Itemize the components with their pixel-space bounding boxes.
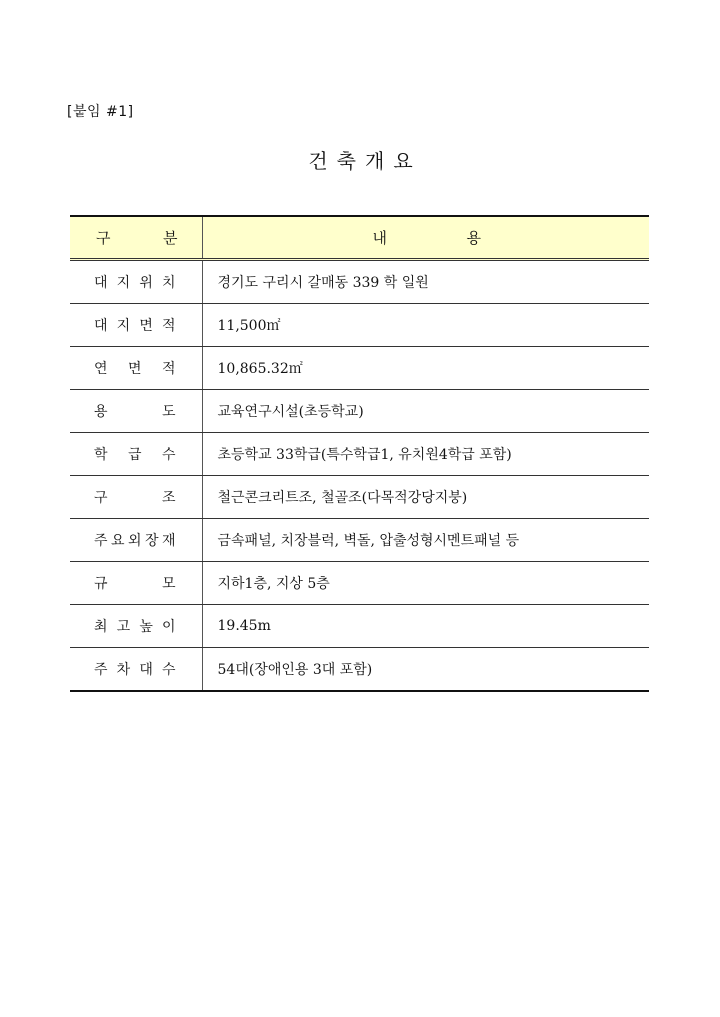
table-body	[70, 260, 649, 692]
row-value: 54대(장애인용 3대 포함)	[202, 648, 649, 692]
header-content-text: 내 용	[372, 229, 481, 247]
row-label: 주 요 외 장 재	[94, 533, 176, 549]
row-value: 교육연구시설(초등학교)	[202, 390, 649, 433]
row-value: 금속패널, 치장블럭, 벽돌, 압출성형시멘트패널 등	[202, 519, 649, 562]
row-label: 대 지 면 적	[94, 318, 176, 334]
row-label-cell	[70, 476, 202, 519]
row-label-cell	[70, 390, 202, 433]
header-category	[70, 216, 202, 260]
row-label-cell	[70, 605, 202, 648]
header-category-text: 구 분	[96, 229, 178, 247]
table-header-row	[70, 216, 649, 260]
row-value: 11,500㎡	[202, 304, 649, 347]
row-label-cell	[70, 433, 202, 476]
row-label: 규 모	[94, 576, 176, 592]
row-label: 용 도	[94, 404, 176, 420]
attachment-label: [붙임 #1]	[67, 104, 134, 120]
row-value: 19.45m	[202, 605, 649, 648]
table-row	[70, 519, 649, 562]
row-label-cell	[70, 260, 202, 304]
table-row	[70, 433, 649, 476]
table-row	[70, 476, 649, 519]
row-value: 경기도 구리시 갈매동 339 학 일원	[202, 260, 649, 304]
table-row	[70, 562, 649, 605]
table-row	[70, 347, 649, 390]
table-row	[70, 304, 649, 347]
table-row	[70, 390, 649, 433]
row-value: 초등학교 33학급(특수학급1, 유치원4학급 포함)	[202, 433, 649, 476]
row-label: 최 고 높 이	[94, 619, 176, 635]
row-label-cell	[70, 648, 202, 692]
document-title: 건축개요	[308, 149, 422, 173]
row-label-cell	[70, 347, 202, 390]
row-value: 지하1층, 지상 5층	[202, 562, 649, 605]
row-label-cell	[70, 562, 202, 605]
row-label: 대 지 위 치	[94, 275, 176, 291]
row-label-cell	[70, 519, 202, 562]
table-row	[70, 648, 649, 692]
row-label: 연 면 적	[94, 361, 176, 377]
row-label-cell	[70, 304, 202, 347]
table-row	[70, 605, 649, 648]
table-row	[70, 260, 649, 304]
row-label: 학 급 수	[94, 447, 176, 463]
header-content	[202, 216, 649, 260]
row-label: 구 조	[94, 490, 176, 506]
row-value: 철근콘크리트조, 철골조(다목적강당지붕)	[202, 476, 649, 519]
building-summary-table	[70, 215, 649, 692]
row-label: 주 차 대 수	[94, 662, 176, 678]
row-value: 10,865.32㎡	[202, 347, 649, 390]
